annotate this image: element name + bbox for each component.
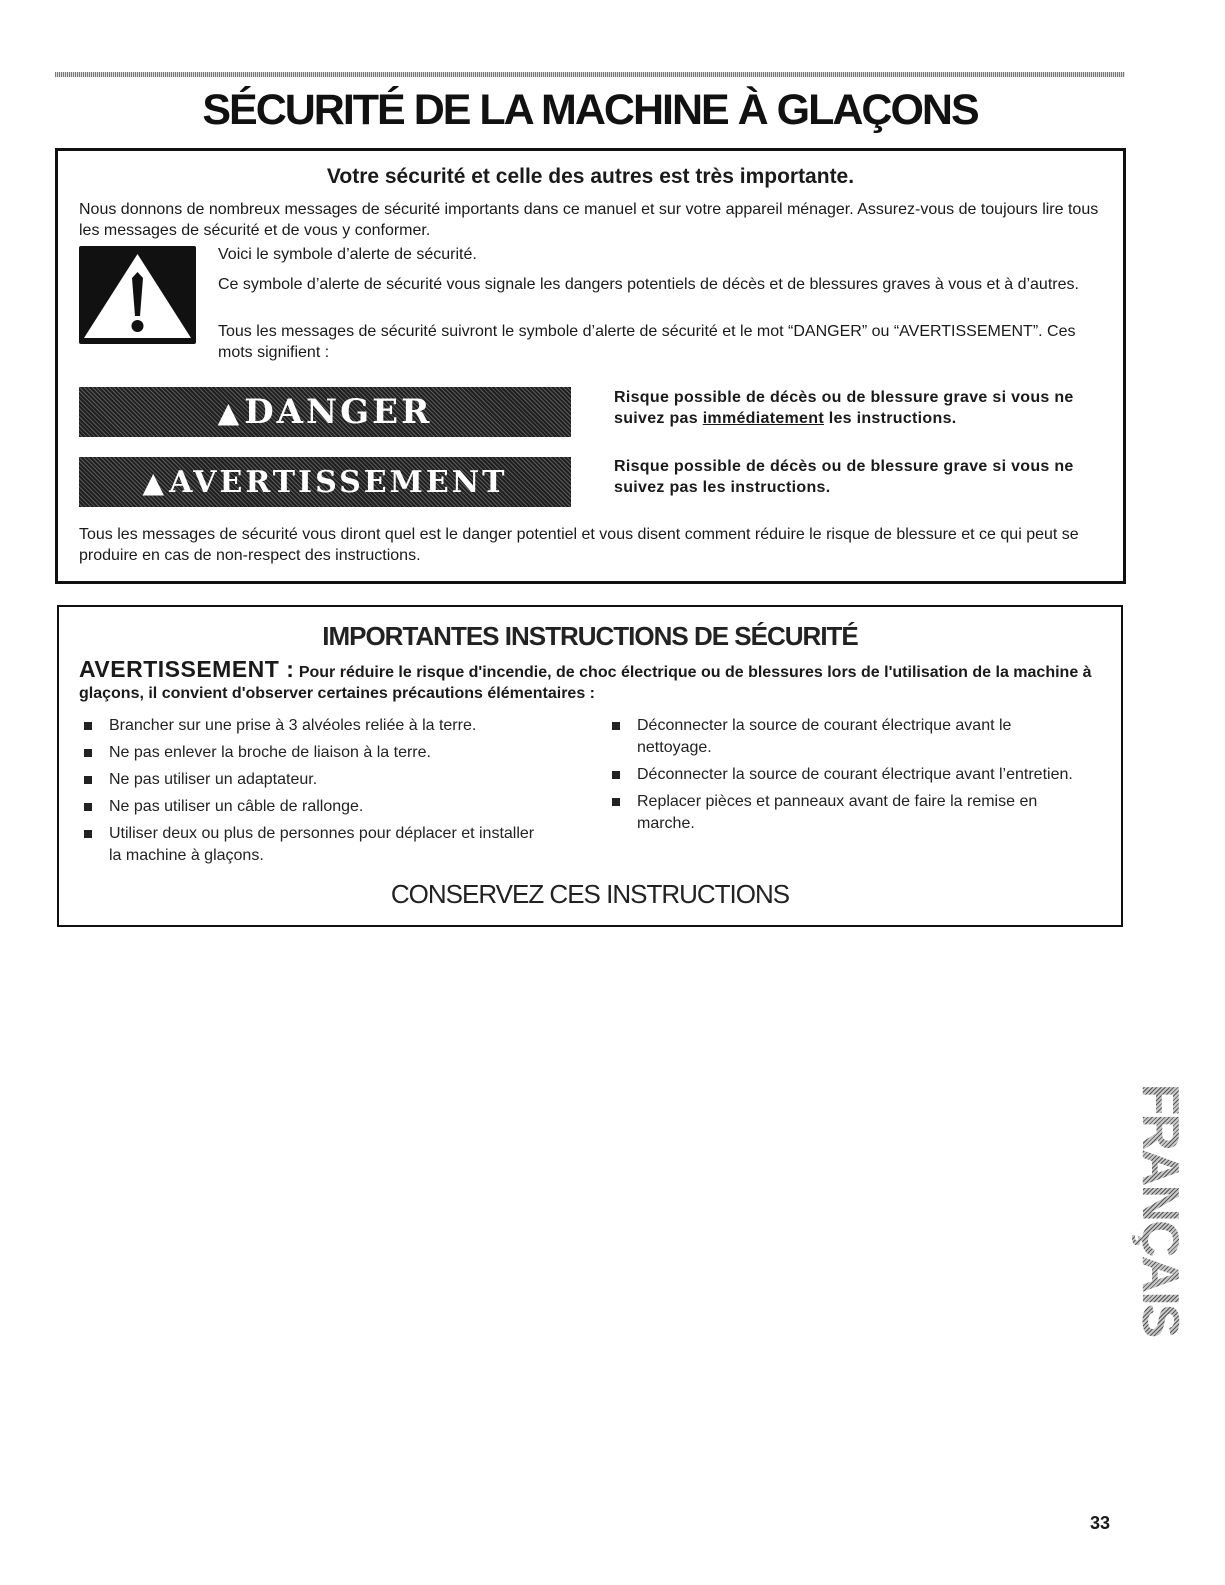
bullet-icon <box>612 771 620 779</box>
warning-triangle-icon: ▲ <box>142 465 168 499</box>
danger-banner <box>79 387 571 437</box>
list-item: Replacer pièces et panneaux avant de faire la remise en marche. <box>609 791 1079 835</box>
list-item: Ne pas utiliser un adaptateur. <box>81 769 551 791</box>
warning-banner <box>79 457 571 507</box>
symbol-line-1: Voici le symbole d’alerte de sécurité. <box>218 246 477 263</box>
bullet-icon <box>84 776 92 784</box>
safety-box-heading: Votre sécurité et celle des autres est très importante. <box>326 165 855 188</box>
bullet-icon <box>84 722 92 730</box>
bullet-icon <box>612 798 620 806</box>
page-title: SÉCURITÉ DE LA MACHINE À GLAÇONS <box>202 86 978 134</box>
warning-label: AVERTISSEMENT <box>169 464 508 500</box>
list-item: Utiliser deux ou plus de personnes pour déplacer et installer la machine à glaçons. <box>81 823 551 867</box>
warning-text: Pour réduire le risque d'incendie, de choc électrique ou de blessures lors de l'utilisation de la machine à glaçons, il convient d'observer certaines précautions élémentaires : <box>79 664 1092 702</box>
language-side-tab <box>1130 1080 1190 1340</box>
instructions-heading: IMPORTANTES INSTRUCTIONS DE SÉCURITÉ <box>322 621 858 651</box>
bullet-icon <box>612 722 620 730</box>
page-number: 33 <box>1090 1513 1111 1533</box>
danger-label: DANGER <box>244 392 433 432</box>
warning-word: AVERTISSEMENT : <box>79 656 295 682</box>
top-rule <box>55 72 1125 77</box>
list-item: Déconnecter la source de courant électrique avant le nettoyage. <box>609 715 1079 759</box>
safety-box <box>55 148 1126 584</box>
danger-emphasis: immédiatement <box>702 410 824 427</box>
instructions-right-list <box>609 715 1079 840</box>
danger-description: Risque possible de décès ou de blessure grave si vous ne suivez pas immédiatement les instructions. <box>614 389 1074 427</box>
symbol-line-2: Ce symbole d’alerte de sécurité vous signale les dangers potentiels de décès et de blessures graves à vous et à d’autres. <box>218 276 1079 293</box>
safety-outro: Tous les messages de sécurité vous diront quel est le danger potentiel et vous disent comment réduire le risque de blessure et ce qui peut se produire en cas de non-respect des instructions. <box>79 526 1079 564</box>
list-item: Ne pas utiliser un câble de rallonge. <box>81 796 551 818</box>
warning-description: Risque possible de décès ou de blessure grave si vous ne suivez pas les instructions. <box>614 458 1074 496</box>
bullet-icon <box>84 803 92 811</box>
instructions-warning <box>79 656 1109 704</box>
instructions-box <box>57 605 1123 927</box>
warning-triangle-icon: ▲ <box>217 395 243 429</box>
list-item: Déconnecter la source de courant électrique avant l’entretien. <box>609 764 1079 786</box>
list-item: Ne pas enlever la broche de liaison à la terre. <box>81 742 551 764</box>
safety-alert-icon <box>79 246 196 344</box>
language-label: FRANÇAIS <box>1131 1083 1189 1337</box>
bullet-icon <box>84 830 92 838</box>
instructions-footer: CONSERVEZ CES INSTRUCTIONS <box>390 879 790 909</box>
bullet-icon <box>84 749 92 757</box>
safety-intro: Nous donnons de nombreux messages de sécurité importants dans ce manuel et sur votre appareil ménager. Assurez-vous de toujours lire tous les messages de sécurité et de vous y conformer. <box>79 201 1099 239</box>
list-item: Brancher sur une prise à 3 alvéoles reliée à la terre. <box>81 715 551 737</box>
instructions-left-list <box>81 715 551 872</box>
symbol-line-3: Tous les messages de sécurité suivront le symbole d’alerte de sécurité et le mot “DANGER” ou “AVERTISSEMENT”. Ces mots signifient : <box>218 323 1076 361</box>
